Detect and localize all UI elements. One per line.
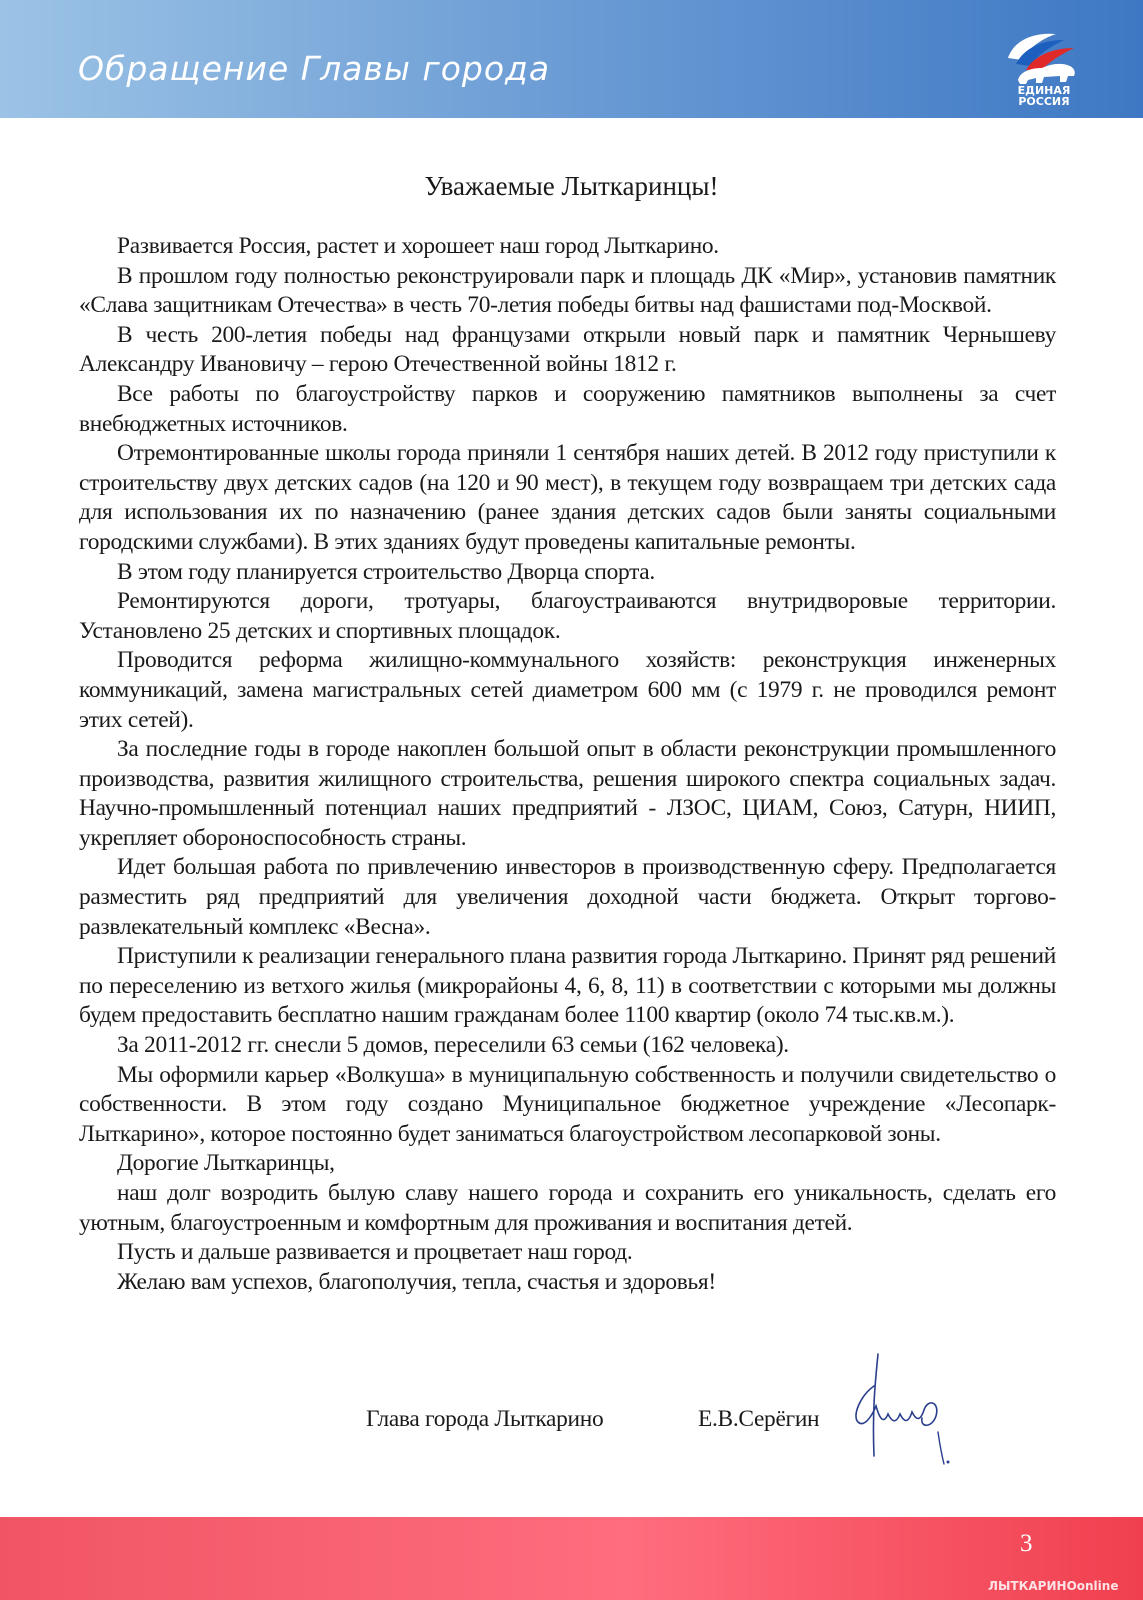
paragraph: наш долг возродить былую славу нашего города и сохранить его уникальность, сделать его уютным, благоустроенным и комфортным для проживания и воспитания детей. (79, 1180, 1056, 1236)
signatory-title: Глава города Лыткарино (366, 1406, 604, 1432)
signature-block (0, 1406, 1143, 1446)
page-number: 3 (1020, 1530, 1033, 1557)
paragraph: Дорогие Лыткаринцы, (117, 1150, 335, 1177)
header-title: Обращение Главы города (78, 49, 551, 88)
paragraph: Желаю вам успехов, благополучия, тепла, счастья и здоровья! (117, 1268, 716, 1295)
logo-text (1004, 85, 1084, 107)
paragraph: Идет большая работа по привлечению инвесторов в производственную сферу. Предполагается разместить ряд предприятий для увеличения доходной части бюджета. Открыт торгово-развлекательный комплекс «Весна». (79, 854, 1056, 940)
site-watermark: ЛЫТКАРИНОonline (988, 1579, 1119, 1593)
logo-text-line2: РОССИЯ (1018, 95, 1070, 108)
signature-icon (850, 1346, 970, 1476)
handwritten-signature (850, 1346, 970, 1476)
signatory-name: Е.В.Серёгин (698, 1406, 820, 1432)
paragraph: В честь 200-летия победы над французами открыли новый парк и памятник Чернышеву Александру Ивановичу – герою Отечественной войны 1812 г. (79, 321, 1056, 378)
salutation: Уважаемые Лыткаринцы! (424, 171, 719, 201)
edinaya-rossiya-logo (1004, 28, 1084, 114)
paragraph: В прошлом году полностью реконструировали парк и площадь ДК «Мир», установив памятник «Слава защитникам Отечества» в честь 70-летия победы битвы над фашистами под-Москвой. (79, 262, 1056, 319)
paragraph: Проводится реформа жилищно-коммунального хозяйств: реконструкция инженерных коммуникаций, замена магистральных сетей диаметром 600 мм (с 1979 г. не проводился ремонт этих сетей). (79, 647, 1056, 733)
letter-body (79, 232, 1056, 1297)
paragraph: Пусть и дальше развивается и процветает наш город. (117, 1239, 633, 1266)
bear-flag-icon (1004, 28, 1084, 86)
logo-text-line1: ЕДИНАЯ (1017, 84, 1071, 97)
paragraph: Мы оформили карьер «Волкуша» в муниципальную собственность и получили свидетельство о собственности. В этом году создано Муниципальное бюджетное учреждение «Лесопарк-Лыткарино», которое постоянно будет заниматься благоустройством лесопарковой зоны. (79, 1061, 1056, 1147)
paragraph: Приступили к реализации генерального плана развития города Лыткарино. Принят ряд решений по переселению из ветхого жилья (микрорайоны 4, 6, 8, 11) в соответствии с которыми мы должны будем предоставить бесплатно нашим гражданам более 1100 квартир (около 74 тыс.кв.м.). (79, 943, 1056, 1029)
paragraph: В этом году планируется строительство Дворца спорта. (117, 558, 655, 585)
paragraph: Ремонтируются дороги, тротуары, благоустраиваются внутридворовые территории. Установлено 25 детских и спортивных площадок. (79, 588, 1056, 644)
paragraph: Все работы по благоустройству парков и сооружению памятников выполнены за счет внебюджетных источников. (79, 380, 1056, 437)
paragraph: Отремонтированные школы города приняли 1 сентября наших детей. В 2012 году приступили к строительству двух детских садов (на 120 и 90 мест), в текущем году возвращаем три детских сада для использования их по назначению (ранее здания детских садов были заняты социальными городскими службами). В этих зданиях будут проведены капитальные ремонты. (79, 440, 1056, 555)
page-footer (0, 1517, 1143, 1600)
paragraph: Развивается Россия, растет и хорошеет наш город Лыткарино. (117, 233, 719, 259)
paragraph: За последние годы в городе накоплен большой опыт в области реконструкции промышленного производства, развития жилищного строительства, решения широкого спектра социальных задач. Научно-промышленный потенциал наших предприятий - ЛЗОС, ЦИАМ, Союз, Сатурн, НИИП, укрепляет обороноспособность страны. (79, 736, 1056, 851)
paragraph: За 2011-2012 гг. снесли 5 домов, переселили 63 семьи (162 человека). (117, 1032, 789, 1059)
page-header (0, 0, 1143, 118)
